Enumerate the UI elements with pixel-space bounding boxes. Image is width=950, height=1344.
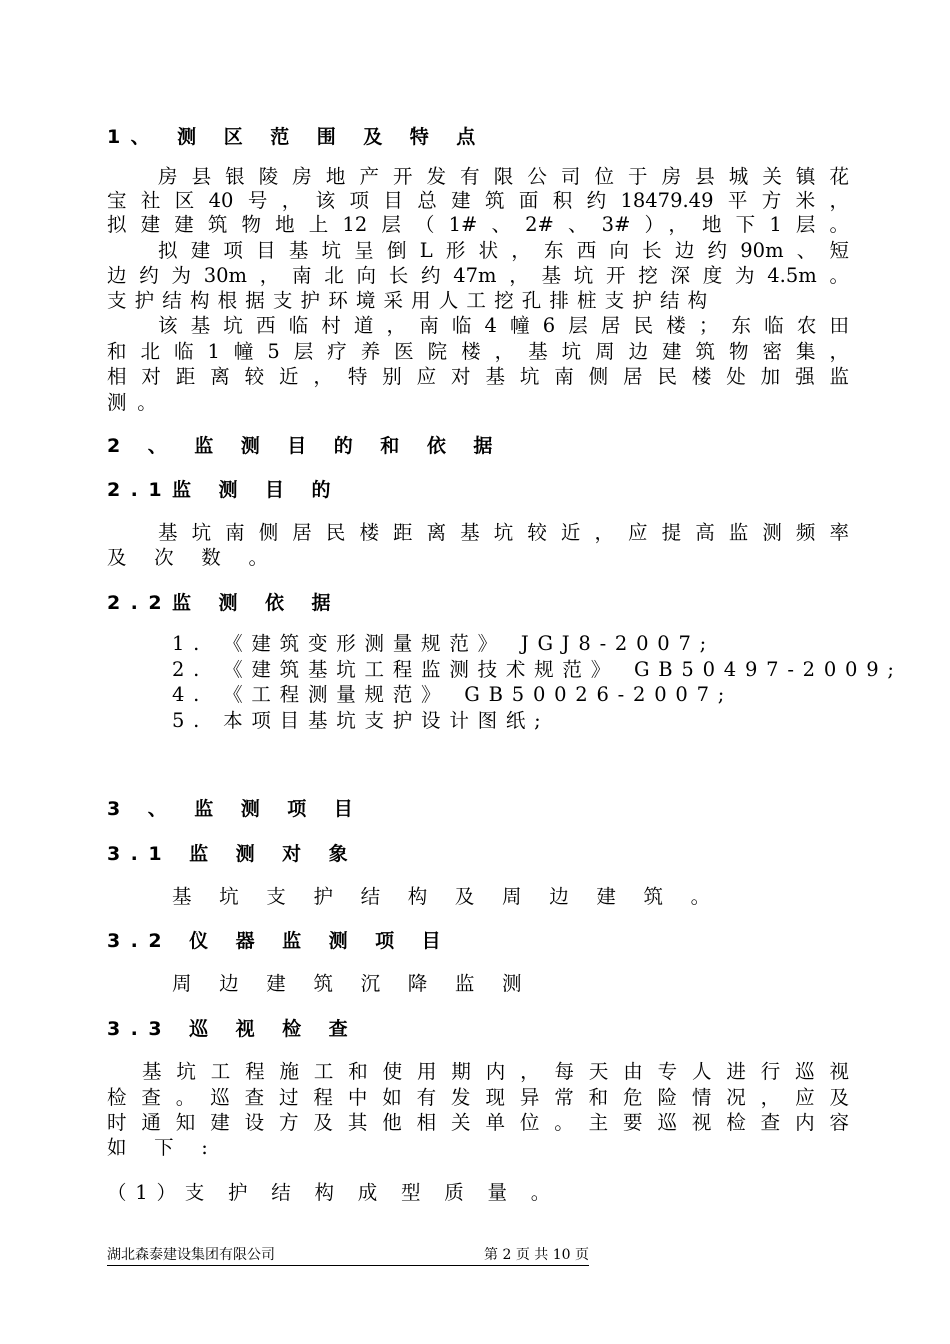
- paragraph-line: 该基坑西临村道，南临4幢6层居民楼；东临农田: [158, 314, 849, 337]
- reference-list-item: 1. 《建筑变形测量规范》 JGJ8-2007;: [172, 632, 716, 655]
- footer-page-number: 第 2 页 共 10 页: [484, 1247, 589, 1263]
- paragraph-line: 基坑工程施工和使用期内，每天由专人进行巡视: [142, 1060, 849, 1083]
- footer-company: 湖北森泰建设集团有限公司: [107, 1247, 275, 1263]
- paragraph-line: 宝社区40号，该项目总建筑面积约18479.49平方米，: [107, 189, 849, 212]
- paragraph-line: 拟建建筑物地上12层（1#、2#、3#），地下1层。: [107, 213, 849, 236]
- paragraph-line: 房县银陵房地产开发有限公司位于房县城关镇花: [158, 165, 849, 188]
- section-3-1-heading: 3.1 监 测 对 象: [107, 843, 359, 865]
- section-2-1-heading: 2.1监 测 目 的: [107, 479, 342, 501]
- section-2-2-heading: 2.2监 测 依 据: [107, 592, 342, 614]
- paragraph-line: 检查。巡查过程中如有发现异常和危险情况，应及: [107, 1086, 849, 1109]
- paragraph-line: 边约为30m，南北向长约47m，基坑开挖深度为4.5m。: [107, 264, 849, 287]
- paragraph-line: 周 边 建 筑 沉 降 监 测: [172, 972, 533, 995]
- section-2-heading: 2 、 监 测 目 的 和 依 据: [107, 435, 503, 457]
- reference-list-item: 5. 本项目基坑支护设计图纸;: [172, 709, 550, 732]
- paragraph-line: 拟建项目基坑呈倒L形状，东西向长边约90m、短: [158, 239, 849, 262]
- section-3-3-heading: 3.3 巡 视 检 查: [107, 1018, 359, 1040]
- paragraph-line: 如 下 :: [107, 1136, 219, 1159]
- paragraph-line: 相对距离较近，特别应对基坑南侧居民楼处加强监: [107, 365, 849, 388]
- section-1-heading: 1、 测 区 范 围 及 特 点: [107, 126, 486, 148]
- paragraph-line: 和北临1幢5层疗养医院楼，基坑周边建筑物密集，: [107, 340, 849, 363]
- paragraph-line: 基 坑 支 护 结 构 及 周 边 建 筑 。: [172, 885, 721, 908]
- reference-list-item: 4. 《工程测量规范》 GB50026-2007;: [172, 683, 734, 706]
- paragraph-line: 及 次 数 。: [107, 546, 279, 569]
- paragraph-line: 时通知建设方及其他相关单位。主要巡视检查内容: [107, 1111, 849, 1134]
- inspection-item: （1）支 护 结 构 成 型 质 量 。: [107, 1181, 559, 1204]
- section-3-2-heading: 3.2 仪 器 监 测 项 目: [107, 930, 452, 952]
- page-footer: [107, 1246, 589, 1266]
- paragraph-line: 支 护 结 构 根 据 支 护 环 境 采 用 人 工 挖 孔 排 桩 支 护 结 构: [107, 289, 709, 312]
- section-3-heading: 3 、 监 测 项 目: [107, 798, 364, 820]
- paragraph-line: 测。: [107, 391, 168, 414]
- paragraph-line: 基坑南侧居民楼距离基坑较近，应提高监测频率: [158, 521, 849, 544]
- reference-list-item: 2. 《建筑基坑工程监测技术规范》 GB50497-2009;: [172, 658, 903, 681]
